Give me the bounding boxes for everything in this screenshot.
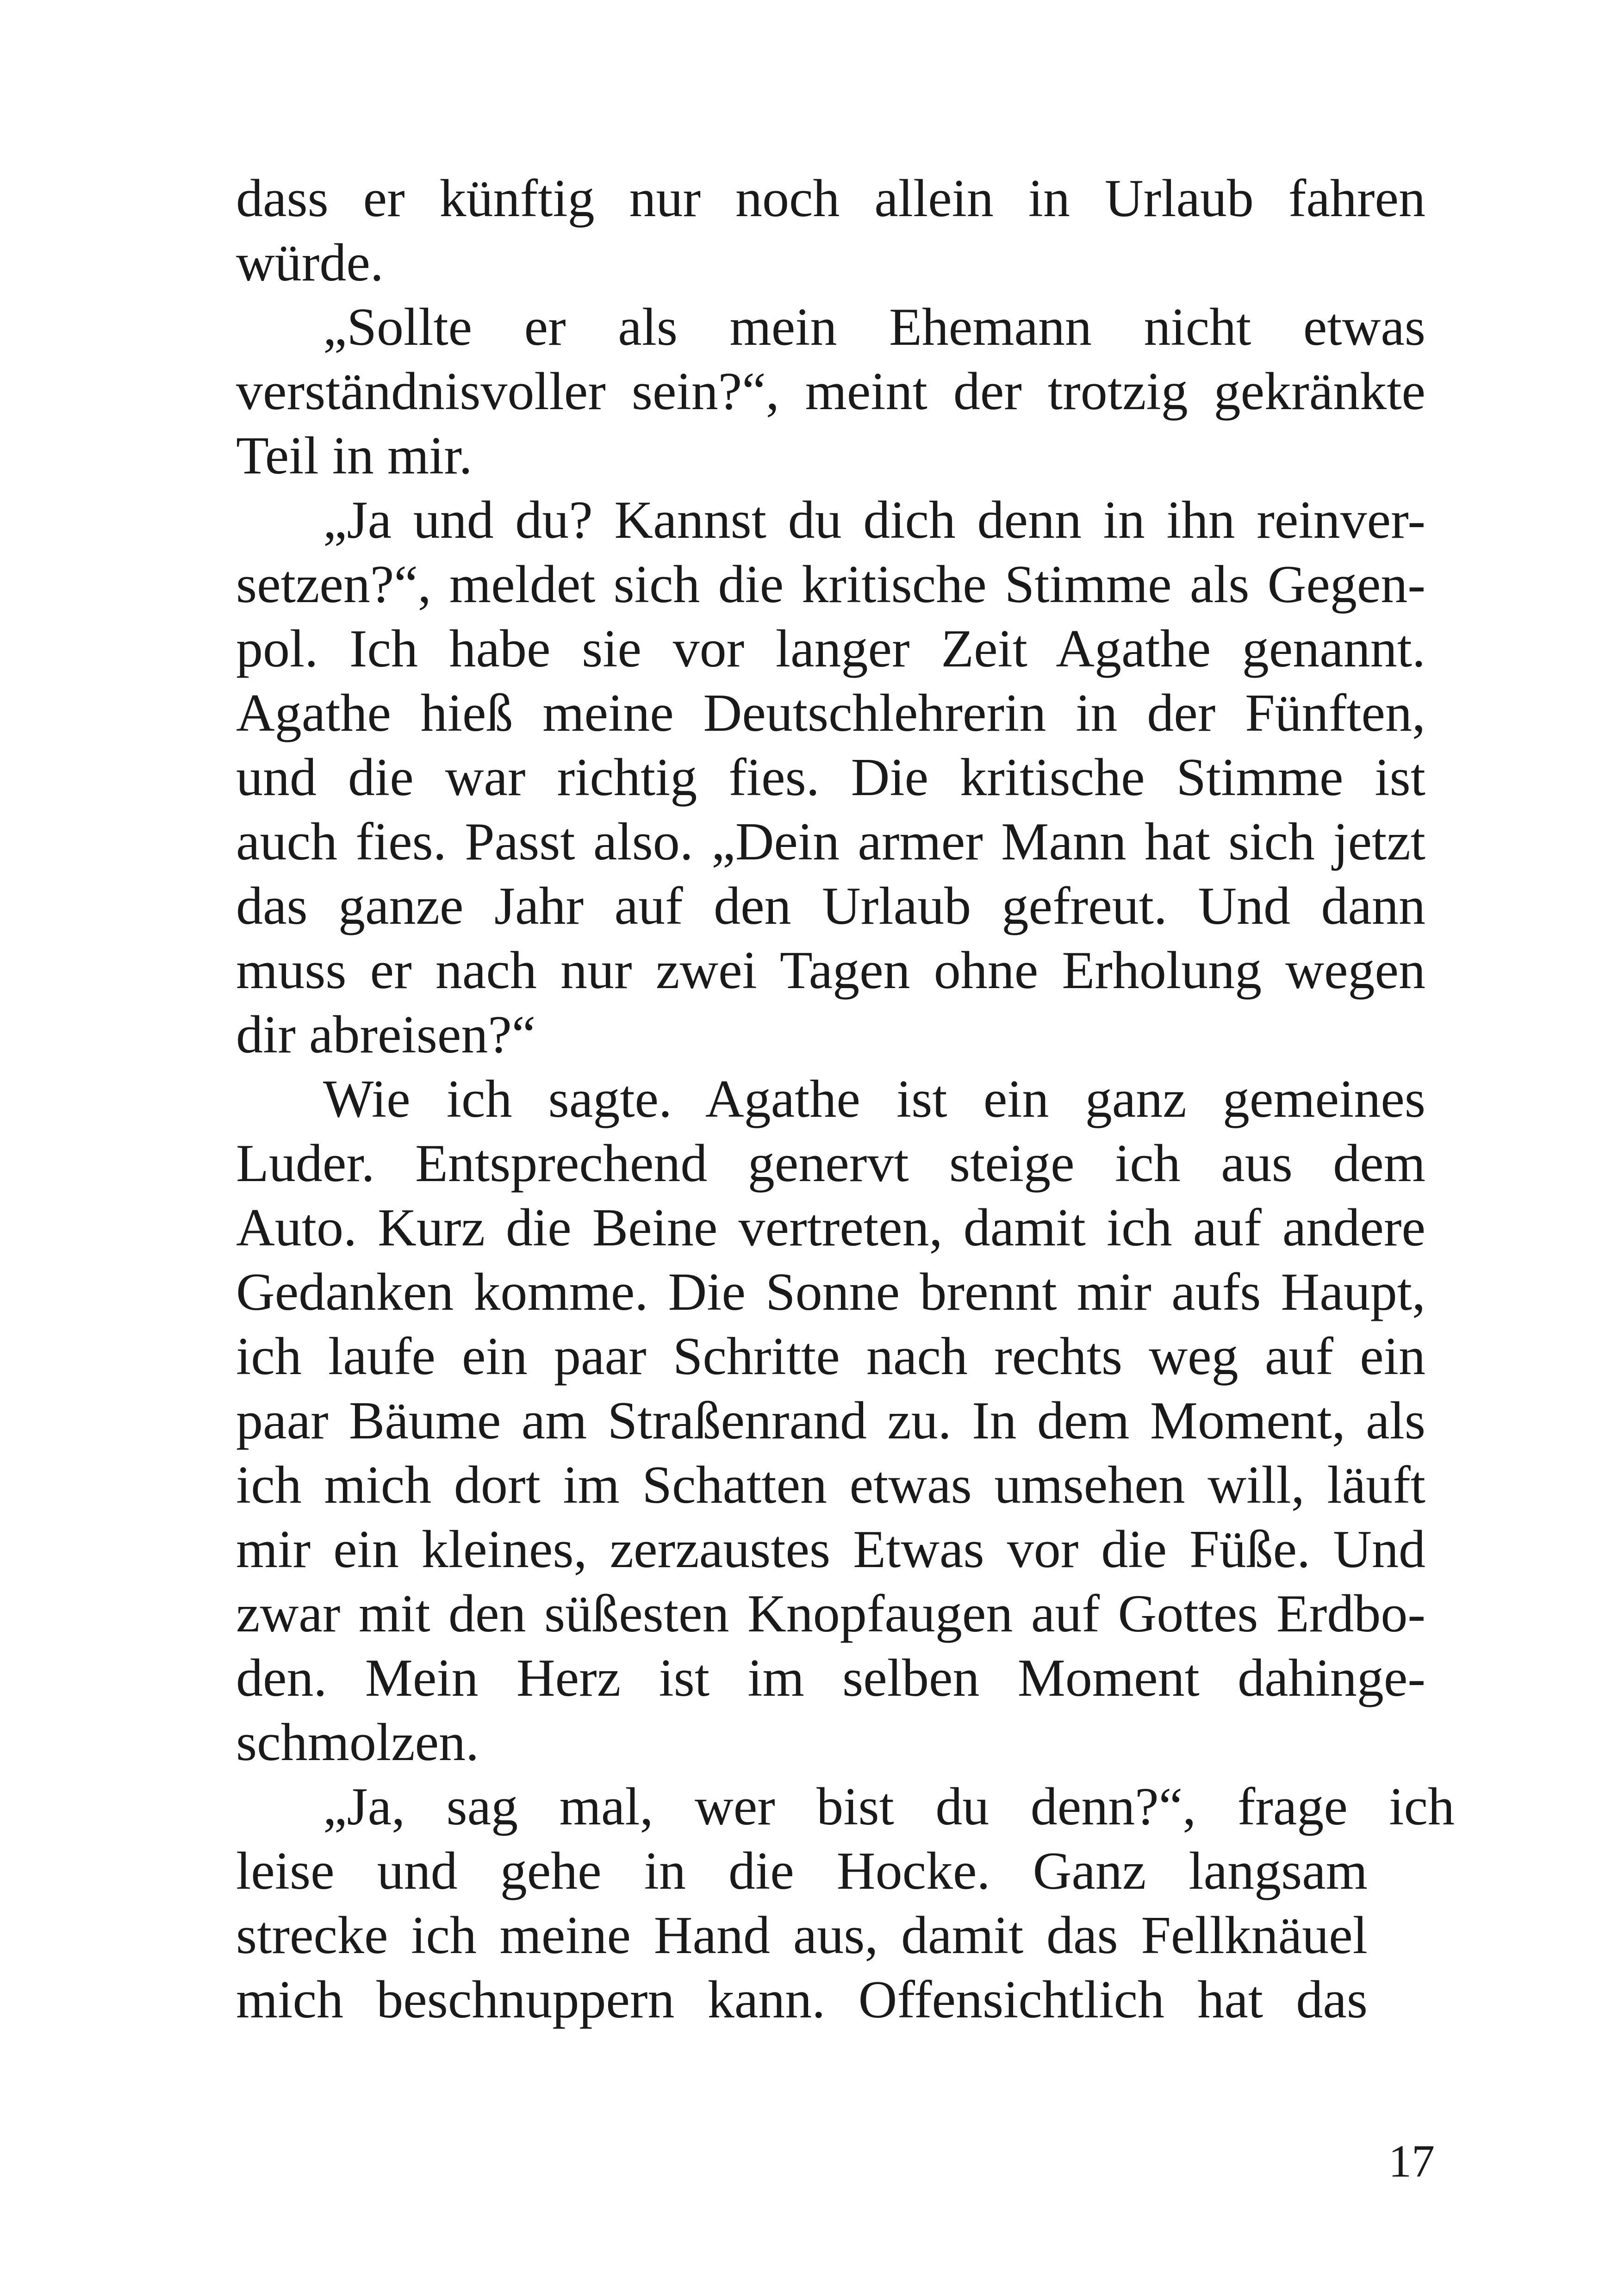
text-line: würde. — [236, 233, 384, 292]
text-line: Gedanken komme. Die Sonne brennt mir aufs Haupt, — [236, 1263, 1425, 1322]
text-line: setzen?“, meldet sich die kritische Stimme als Gegen- — [236, 555, 1425, 614]
text-line: pol. Ich habe sie vor langer Zeit Agathe genannt. — [236, 619, 1425, 678]
text-line: dir abreisen?“ — [236, 1005, 536, 1064]
page-number: 17 — [1388, 2135, 1435, 2187]
text-line: muss er nach nur zwei Tagen ohne Erholung wegen — [236, 941, 1425, 1000]
text-line: ich laufe ein paar Schritte nach rechts weg auf ein — [236, 1327, 1425, 1386]
text-line: das ganze Jahr auf den Urlaub gefreut. Und dann — [236, 877, 1425, 936]
text-line: Agathe hieß meine Deutschlehrerin in der Fünften, — [236, 684, 1425, 743]
text-line: paar Bäume am Straßenrand zu. In dem Moment, als — [236, 1391, 1425, 1450]
text-line: ich mich dort im Schatten etwas umsehen will, läuft — [236, 1456, 1425, 1515]
text-line: strecke ich meine Hand aus, damit das Fellknäuel — [236, 1906, 1368, 1965]
text-line: mich beschnuppern kann. Offensichtlich hat das — [236, 1970, 1368, 2029]
text-line: Auto. Kurz die Beine vertreten, damit ich auf andere — [236, 1198, 1425, 1257]
text-line: Teil in mir. — [236, 426, 473, 485]
text-line: und die war richtig fies. Die kritische Stimme ist — [236, 748, 1425, 807]
text-line: Luder. Entsprechend genervt steige ich aus dem — [236, 1134, 1425, 1193]
text-line: auch fies. Passt also. „Dein armer Mann hat sich jetzt — [236, 812, 1425, 871]
body-text — [236, 167, 1455, 2032]
text-line: verständnisvoller sein?“, meint der trotzig gekränkte — [236, 362, 1425, 421]
text-line: schmolzen. — [236, 1713, 479, 1772]
text-line: dass er künftig nur noch allein in Urlaub fahren — [236, 169, 1425, 228]
text-line: den. Mein Herz ist im selben Moment dahinge- — [236, 1649, 1425, 1708]
text-line: „Ja und du? Kannst du dich denn in ihn reinver- — [323, 491, 1425, 550]
text-line: Wie ich sagte. Agathe ist ein ganz gemeines — [323, 1070, 1425, 1129]
text-line: zwar mit den süßesten Knopfaugen auf Gottes Erdbo- — [236, 1584, 1425, 1643]
text-line: mir ein kleines, zerzaustes Etwas vor die Füße. Und — [236, 1520, 1425, 1579]
text-line: „Ja, sag mal, wer bist du denn?“, frage ich — [323, 1777, 1455, 1836]
text-line: leise und gehe in die Hocke. Ganz langsam — [236, 1842, 1368, 1901]
text-line: „Sollte er als mein Ehemann nicht etwas — [323, 298, 1425, 357]
